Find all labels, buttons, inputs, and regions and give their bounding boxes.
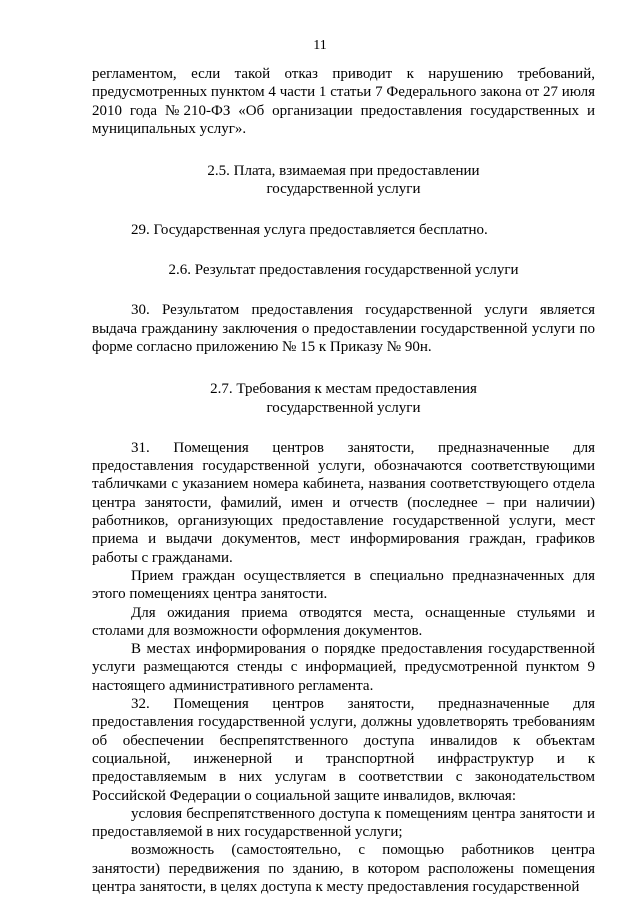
section-heading-2-7-line-2: государственной услуги [266, 399, 421, 416]
paragraph-32-conditions: условия беспрепятственного доступа к помещениям центра занятости и предоставляемой в них государственной услуги; [92, 805, 595, 841]
paragraph-30: 30. Результатом предоставления государственной услуги является выдача гражданину заключения о предоставлении государственной услуги по форме согласно приложению № 15 к Приказу № 90н. [92, 302, 595, 355]
section-heading-2-5-line-2: государственной услуги [266, 181, 421, 198]
paragraph-31-reception: Прием граждан осуществляется в специально предназначенных для этого помещениях центра занятости. [92, 567, 595, 603]
paragraph-32-possibility: возможность (самостоятельно, с помощью работников центра занятости) передвижения по зданию, в котором расположены помещения центра занятости, в целях доступа к месту предоставления государственной [92, 842, 595, 895]
document-body [92, 65, 595, 896]
section-heading-2-5-line-1: 2.5. Плата, взимаемая при предоставлении [207, 163, 480, 180]
section-heading-2-6: 2.6. Результат предоставления государственной услуги [168, 262, 519, 279]
paragraph-32: 32. Помещения центров занятости, предназначенные для предоставления государственной услуги, должны удовлетворять требованиям об обеспечении беспрепятственного доступа инвалидов к объектам социальной, инженерной и транспортной инфраструктур и к предоставляемым в них услугам в соответствии с законодательством Российской Федерации о социальной защите инвалидов, включая: [92, 696, 595, 804]
continuation-paragraph: регламентом, если такой отказ приводит к нарушению требований, предусмотренных пунктом 4 части 1 статьи 7 Федерального закона от 27 июля 2010 года №210-ФЗ «Об организации предоставления государственных и муниципальных услуг». [92, 66, 595, 137]
section-heading-2-7-line-1: 2.7. Требования к местам предоставления [210, 381, 477, 398]
paragraph-31-info: В местах информирования о порядке предоставления государственной услуги размещаются стенды с информацией, предусмотренной пунктом 9 настоящего административного регламента. [92, 641, 595, 694]
page-number: 11 [313, 38, 327, 53]
section-heading-2-7 [92, 380, 595, 417]
paragraph-31: 31. Помещения центров занятости, предназначенные для предоставления государственной услуги, обозначаются соответствующими табличками с указанием номера кабинета, названия соответствующего отдела центра занятости, фамилий, имен и отчеств (последнее – при наличии) работников, организующих предоставление государственной услуги, мест приема и выдачи документов, мест информирования граждан, графиков работы с гражданами. [92, 439, 595, 566]
section-heading-2-5 [92, 162, 595, 199]
paragraph-31-waiting: Для ожидания приема отводятся места, оснащенные стульями и столами для возможности оформления документов. [92, 604, 595, 639]
paragraph-29: 29. Государственная услуга предоставляется бесплатно. [131, 221, 488, 238]
